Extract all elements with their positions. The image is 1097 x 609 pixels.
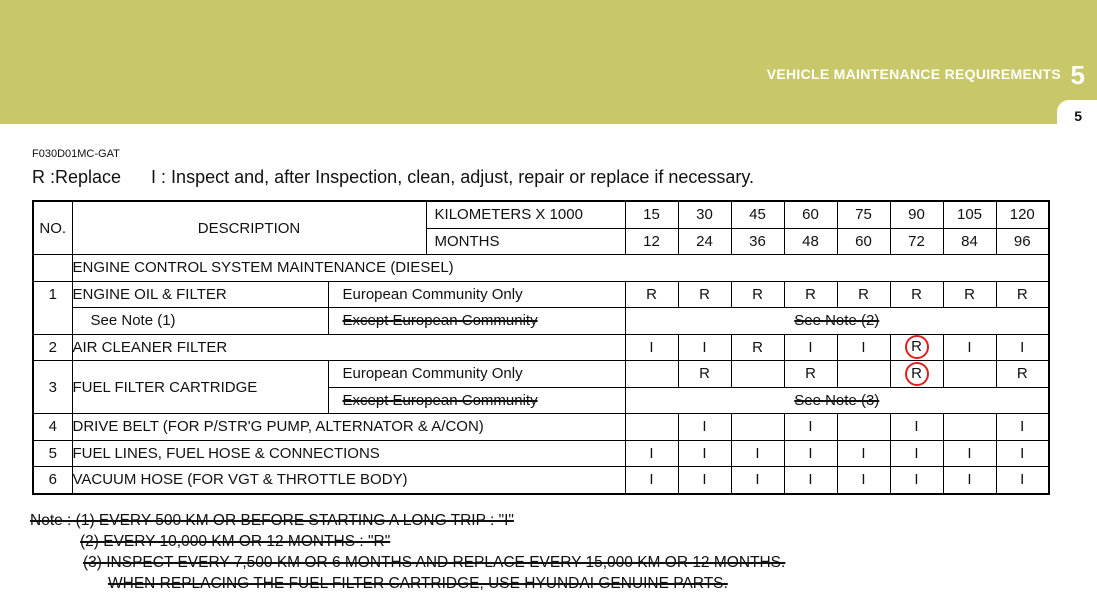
value-cell: R xyxy=(890,281,943,308)
table-row xyxy=(33,414,1049,441)
value-cell: R xyxy=(731,281,784,308)
km-cell: 30 xyxy=(678,201,731,228)
km-cell: 75 xyxy=(837,201,890,228)
note-line-4: WHEN REPLACING THE FUEL FILTER CARTRIDGE, USE HYUNDAI GENUINE PARTS. xyxy=(108,575,728,592)
table-row xyxy=(33,467,1049,494)
months-label: MONTHS xyxy=(426,228,625,255)
document-code: F030D01MC-GAT xyxy=(32,148,120,160)
km-cell: 15 xyxy=(625,201,678,228)
value-cell: I xyxy=(837,467,890,494)
header-band xyxy=(0,0,1097,124)
row-number: 3 xyxy=(33,361,72,414)
value-cell: I xyxy=(784,414,837,441)
row-description: DRIVE BELT (FOR P/STR'G PUMP, ALTERNATOR & A/CON) xyxy=(72,414,625,441)
value-cell xyxy=(837,361,890,388)
row-number: 1 xyxy=(33,281,72,334)
value-cell: I xyxy=(678,440,731,467)
value-cell: R xyxy=(678,281,731,308)
month-cell: 60 xyxy=(837,228,890,255)
legend: R :Replace I : Inspect and, after Inspection, clean, adjust, repair or replace if necessary. xyxy=(32,167,755,187)
value-cell: I xyxy=(784,440,837,467)
month-cell: 84 xyxy=(943,228,996,255)
value-cell-circled: R xyxy=(890,361,943,388)
km-cell: 120 xyxy=(996,201,1049,228)
month-cell: 96 xyxy=(996,228,1049,255)
row-sub-description-struck: Except European Community xyxy=(328,308,625,335)
value-cell-circled: R xyxy=(890,334,943,361)
value-cell: I xyxy=(625,440,678,467)
value-cell: I xyxy=(837,440,890,467)
maintenance-table xyxy=(32,200,1050,495)
table-row xyxy=(33,361,1049,388)
kilometers-label: KILOMETERS X 1000 xyxy=(426,201,625,228)
chapter-number: 5 xyxy=(1070,60,1085,90)
row-description: FUEL FILTER CARTRIDGE xyxy=(72,361,328,414)
section-heading-row xyxy=(33,255,1049,282)
month-cell: 12 xyxy=(625,228,678,255)
value-cell: R xyxy=(678,361,731,388)
section-title: VEHICLE MAINTENANCE REQUIREMENTS xyxy=(766,66,1061,82)
row-sub-description: European Community Only xyxy=(328,361,625,388)
value-cell xyxy=(943,414,996,441)
value-cell: I xyxy=(625,334,678,361)
row-sub-description-struck: Except European Community xyxy=(328,387,625,414)
row-description: ENGINE OIL & FILTER xyxy=(72,281,328,308)
km-cell: 105 xyxy=(943,201,996,228)
note-line-1: Note : (1) EVERY 500 KM OR BEFORE STARTING A LONG TRIP : "I" xyxy=(30,512,514,529)
no-header: NO. xyxy=(33,201,72,255)
row-span-note: See Note (2) xyxy=(625,308,1049,335)
value-cell: I xyxy=(890,467,943,494)
value-cell: I xyxy=(784,334,837,361)
header-row-km xyxy=(33,201,1049,228)
km-cell: 90 xyxy=(890,201,943,228)
row-span-note: See Note (3) xyxy=(625,387,1049,414)
value-cell: I xyxy=(731,440,784,467)
value-cell: I xyxy=(943,440,996,467)
empty-cell xyxy=(33,255,72,282)
value-cell: I xyxy=(996,467,1049,494)
table-row xyxy=(33,308,1049,335)
value-cell: I xyxy=(837,334,890,361)
value-cell: R xyxy=(996,361,1049,388)
value-cell: I xyxy=(996,334,1049,361)
value-cell xyxy=(837,414,890,441)
row-number: 2 xyxy=(33,334,72,361)
row-sub-description: European Community Only xyxy=(328,281,625,308)
table-row xyxy=(33,334,1049,361)
section-heading: ENGINE CONTROL SYSTEM MAINTENANCE (DIESEL) xyxy=(72,255,1049,282)
row-description: FUEL LINES, FUEL HOSE & CONNECTIONS xyxy=(72,440,625,467)
value-cell xyxy=(731,361,784,388)
value-cell xyxy=(625,414,678,441)
description-header: DESCRIPTION xyxy=(72,201,426,255)
value-cell: I xyxy=(678,334,731,361)
row-number: 5 xyxy=(33,440,72,467)
note-line-2: (2) EVERY 10,000 KM OR 12 MONTHS : "R" xyxy=(80,533,391,550)
value-cell: I xyxy=(625,467,678,494)
row-description: AIR CLEANER FILTER xyxy=(72,334,625,361)
value-cell: I xyxy=(731,467,784,494)
row-note-reference: See Note (1) xyxy=(72,308,328,335)
month-cell: 48 xyxy=(784,228,837,255)
value-cell: I xyxy=(784,467,837,494)
page-number: 5 xyxy=(1074,108,1082,124)
value-cell: I xyxy=(678,414,731,441)
table-row xyxy=(33,440,1049,467)
value-cell xyxy=(625,361,678,388)
row-number: 6 xyxy=(33,467,72,494)
value-cell: I xyxy=(890,414,943,441)
value-cell: I xyxy=(996,440,1049,467)
month-cell: 72 xyxy=(890,228,943,255)
value-cell xyxy=(943,361,996,388)
value-cell: I xyxy=(943,467,996,494)
note-line-3: (3) INSPECT EVERY 7,500 KM OR 6 MONTHS AND REPLACE EVERY 15,000 KM OR 12 MONTHS. xyxy=(83,554,786,571)
km-cell: 45 xyxy=(731,201,784,228)
value-cell: R xyxy=(837,281,890,308)
value-cell: R xyxy=(784,361,837,388)
km-cell: 60 xyxy=(784,201,837,228)
row-description: VACUUM HOSE (FOR VGT & THROTTLE BODY) xyxy=(72,467,625,494)
value-cell xyxy=(731,414,784,441)
value-cell: I xyxy=(943,334,996,361)
value-cell: R xyxy=(731,334,784,361)
table-row xyxy=(33,281,1049,308)
value-cell: R xyxy=(943,281,996,308)
value-cell: I xyxy=(678,467,731,494)
month-cell: 24 xyxy=(678,228,731,255)
value-cell: R xyxy=(784,281,837,308)
value-cell: I xyxy=(890,440,943,467)
value-cell: R xyxy=(996,281,1049,308)
row-number: 4 xyxy=(33,414,72,441)
value-cell: R xyxy=(625,281,678,308)
value-cell: I xyxy=(996,414,1049,441)
month-cell: 36 xyxy=(731,228,784,255)
